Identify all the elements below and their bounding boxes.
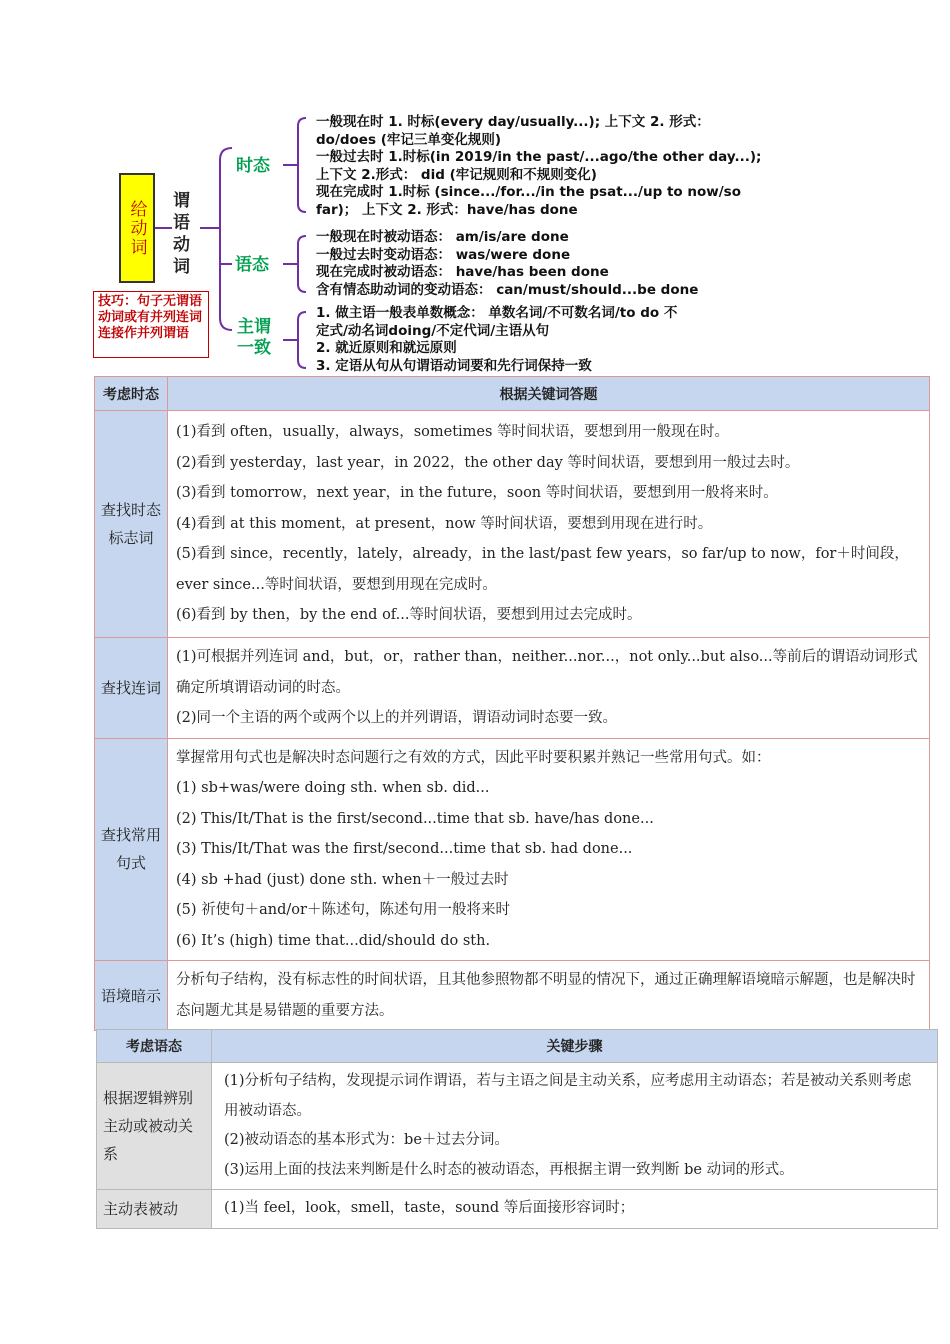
tip-box: 技巧：句子无谓语动词或有并列连词连接作并列谓语 — [93, 291, 209, 358]
agreement-line: 1. 做主语一般表单数概念： 单数名词/不可数名词/to do 不 — [316, 305, 678, 321]
header-cell: 考虑时态 — [95, 377, 168, 411]
content-line: (1)可根据并列连词 and，but，or，rather than，neither...nor...，not only...but also...等前后的谓语动词形式确定所填谓语动词的时态。 — [176, 649, 918, 696]
row-label: 语境暗示 — [95, 961, 168, 1031]
content-line: (1)分析句子结构，发现提示词作谓语，若与主语之间是主动关系，应考虑用主动语态；若是被动关系则考虑用被动语态。 — [224, 1073, 912, 1119]
content-line: (2)被动语态的基本形式为：be＋过去分词。 — [224, 1132, 509, 1148]
tense-line: 一般现在时 1. 时标(every day/usually...); 上下文 2. 形式： — [316, 114, 710, 130]
content-line: (1)当 feel，look，smell，taste，sound 等后面接形容词时； — [224, 1200, 635, 1216]
table-header-row — [95, 377, 930, 411]
content-line: (4)看到 at this moment，at present，now 等时间状语，要想到用现在进行时。 — [176, 515, 713, 532]
tense-table — [94, 376, 930, 1031]
row-content — [168, 638, 930, 739]
header-cell: 根据关键词答题 — [168, 377, 930, 411]
row-content — [168, 961, 930, 1031]
content-line: (1)看到 often，usually，always，sometimes 等时间状语，要想到用一般现在时。 — [176, 424, 730, 441]
agreement-line: 定式/动名词doing/不定代词/主语从句 — [316, 322, 550, 339]
tense-line: 一般过去时 1.时标(in 2019/in the past/...ago/the other day...); — [316, 149, 762, 165]
agreement-line: 2. 就近原则和就远原则 — [316, 340, 457, 356]
content-line: (5)看到 since，recently，lately，already，in the last/past few years，so far/up to now，for＋时间段，ever since...等时间状语，要想到用现在完成时。 — [176, 546, 909, 593]
row-label: 查找常用句式 — [95, 738, 168, 961]
voice-details — [316, 229, 698, 299]
voice-branch-label: 语态 — [235, 255, 269, 275]
table-row — [95, 961, 930, 1031]
content-line: (3)看到 tomorrow，next year，in the future，soon 等时间状语，要想到用一般将来时。 — [176, 485, 778, 502]
tense-line: 现在完成时 1.时标 (since.../for.../in the psat.../up to now/so — [316, 184, 741, 200]
gerund-label: 给动词 — [126, 199, 147, 257]
row-label: 查找时态标志词 — [95, 411, 168, 638]
gerund-box — [119, 173, 155, 283]
content-line: (6)看到 by then，by the end of...等时间状语，要想到用过去完成时。 — [176, 607, 642, 624]
tense-line: far)； 上下文 2. 形式：have/has done — [316, 201, 578, 218]
agreement-branch-label-2: 一致 — [237, 338, 271, 358]
row-label: 主动表被动 — [97, 1190, 212, 1229]
content-line: (5) 祈使句＋and/or＋陈述句，陈述句用一般将来时 — [176, 902, 510, 918]
agreement-branch-label-1: 主谓 — [237, 317, 271, 337]
voice-line: 一般过去时变动语态： was/were done — [316, 246, 571, 263]
tense-line: do/does (牢记三单变化规则) — [316, 131, 502, 148]
row-content — [168, 411, 930, 638]
content-line: 掌握常用句式也是解决时态问题行之有效的方式，因此平时要积累并熟记一些常用句式。如： — [176, 749, 771, 766]
grammar-mindmap — [0, 0, 950, 380]
content-line: (1) sb+was/were doing sth. when sb. did... — [176, 780, 490, 796]
content-line: 分析句子结构，没有标志性的时间状语，且其他参照物都不明显的情况下，通过正确理解语境暗示解题，也是解决时态问题尤其是易错题的重要方法。 — [176, 972, 916, 1019]
content-line: (2) This/It/That is the first/second...time that sb. have/has done... — [176, 810, 654, 827]
content-line: (6) It’s (high) time that...did/should do sth. — [176, 932, 491, 949]
voice-line: 现在完成时被动语态： have/has been done — [316, 264, 609, 280]
row-label: 根据逻辑辨别主动或被动关系 — [97, 1063, 212, 1190]
table-header-row — [97, 1030, 938, 1063]
content-line: (3)运用上面的技法来判断是什么时态的被动语态，再根据主谓一致判断 be 动词的形式。 — [224, 1161, 794, 1178]
table-row — [95, 638, 930, 739]
header-cell: 考虑语态 — [97, 1030, 212, 1063]
row-content — [212, 1063, 938, 1190]
agreement-line: 3. 定语从句从句谓语动词要和先行词保持一致 — [316, 357, 592, 374]
row-label: 查找连词 — [95, 638, 168, 739]
content-line: (2)看到 yesterday，last year，in 2022，the other day 等时间状语，要想到用一般过去时。 — [176, 454, 800, 471]
table-row — [95, 411, 930, 638]
agreement-details — [316, 305, 677, 375]
content-line: (3) This/It/That was the first/second...time that sb. had done... — [176, 841, 633, 857]
table-row — [97, 1190, 938, 1229]
tense-details — [316, 114, 761, 219]
voice-table — [96, 1029, 938, 1229]
verb-label: 谓语动词 — [173, 191, 190, 277]
tense-branch-label: 时态 — [236, 156, 270, 176]
content-line: (4) sb +had (just) done sth. when＋一般过去时 — [176, 871, 509, 888]
table-row — [95, 738, 930, 961]
voice-line: 含有情态助动词的变动语态： can/must/should...be done — [316, 281, 699, 298]
row-content — [168, 738, 930, 961]
table-row — [97, 1063, 938, 1190]
tense-line: 上下文 2.形式： did (牢记规则和不规则变化) — [316, 166, 597, 183]
voice-line: 一般现在时被动语态： am/is/are done — [316, 229, 569, 245]
row-content — [212, 1190, 938, 1229]
header-cell: 关键步骤 — [212, 1030, 938, 1063]
content-line: (2)同一个主语的两个或两个以上的并列谓语，谓语动词时态要一致。 — [176, 710, 618, 726]
